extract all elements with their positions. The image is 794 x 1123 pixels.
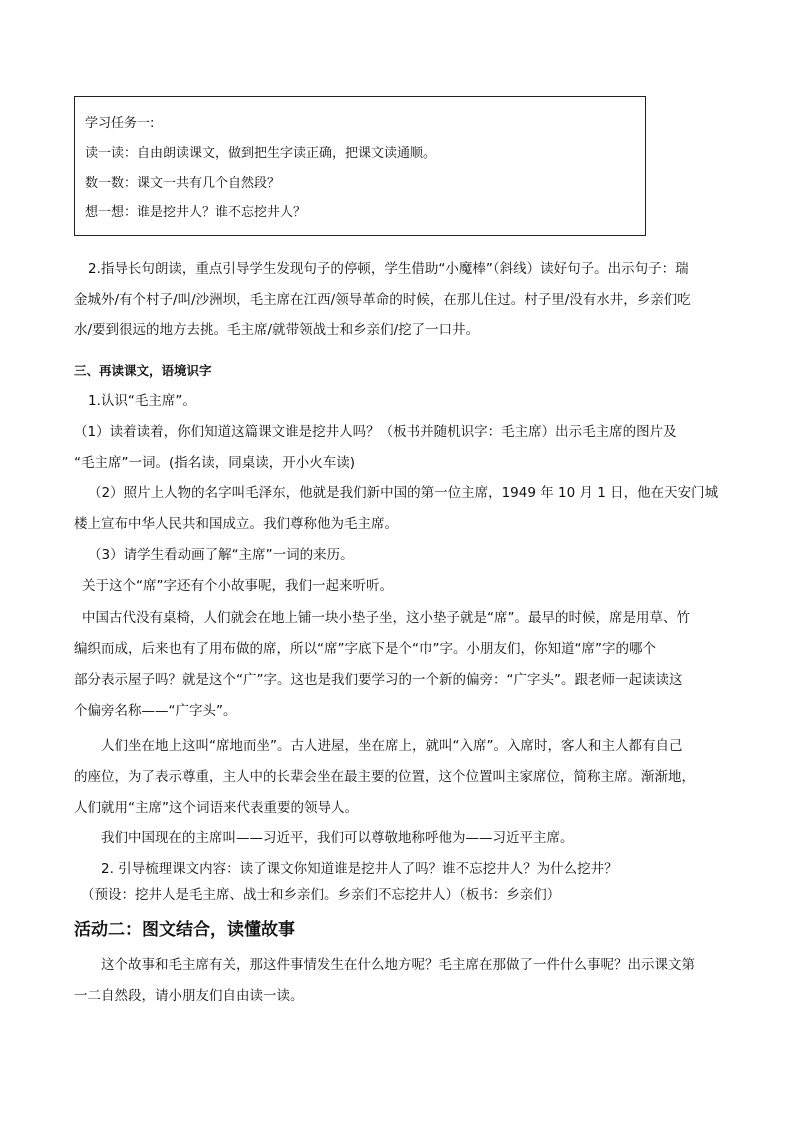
activity-heading: 活动二：图文结合，读懂故事	[74, 920, 295, 940]
paragraph-line: 1.认识“毛主席”。	[88, 393, 196, 409]
task-item-read: 读一读：自由朗读课文，做到把生字读正确，把课文读通顺。	[85, 146, 437, 161]
task-item-count: 数一数：课文一共有几个自然段？	[85, 176, 281, 191]
paragraph-line: 这个故事和毛主席有关，那这件事情发生在什么地方呢？毛主席在那做了一件什么事呢？出示课文第	[101, 957, 695, 973]
paragraph-line: 我们中国现在的主席叫——习近平，我们可以尊敬地称呼他为——习近平主席。	[101, 830, 574, 846]
paragraph-line: 关于这个“席”字还有个小故事呢，我们一起来听听。	[82, 578, 393, 594]
paragraph-line: 个偏旁名称——“广字头”。	[74, 703, 237, 719]
paragraph-line: 一二自然段，请小朋友们自由读一读。	[74, 988, 304, 1004]
paragraph-line: 人们就用“主席”这个词语来代表重要的领导人。	[74, 800, 358, 816]
paragraph-line: （预设：挖井人是毛主席、战士和乡亲们。乡亲们不忘挖井人）（板书：乡亲们）	[81, 887, 561, 903]
paragraph-line: （3）请学生看动画了解“主席”一词的来历。	[88, 547, 354, 563]
task-box-title: 学习任务一:	[85, 116, 155, 131]
paragraph-line: 楼上宣布中华人民共和国成立。我们尊称他为毛主席。	[74, 516, 398, 532]
paragraph-line: 2. 引导梳理课文内容：读了课文你知道谁是挖井人了吗？谁不忘挖井人？为什么挖井？	[101, 861, 618, 877]
paragraph-line: 人们坐在地上这叫“席地而坐”。古人进屋，坐在席上，就叫“入席”。入席时，客人和主人都有自己	[101, 738, 683, 754]
paragraph-line: （1）读着读着，你们知道这篇课文谁是挖井人吗？（板书并随机识字：毛主席）出示毛主席的图片及	[74, 424, 677, 440]
paragraph-line: 的座位，为了表示尊重，主人中的长辈会坐在最主要的位置，这个位置叫主家席位，简称主席。渐渐地，	[74, 769, 695, 785]
paragraph-line: 2.指导长句朗读，重点引导学生发现句子的停顿，学生借助“小魔棒”（斜线）读好句子。出示句子：瑞	[88, 261, 689, 277]
paragraph-line: 中国古代没有桌椅，人们就会在地上铺一块小垫子坐，这小垫子就是“席”。最早的时候，席是用草、竹	[82, 610, 690, 626]
paragraph-line: 水/要到很远的地方去挑。毛主席/就带领战士和乡亲们/挖了一口井。	[74, 322, 480, 338]
learning-task-box	[74, 96, 646, 236]
paragraph-line: 金城外/有个村子/叫/沙洲坝，毛主席在江西/领导革命的时候，在那儿住过。村子里/没有水井，乡亲们吃	[74, 292, 691, 308]
paragraph-line: （2）照片上人物的名字叫毛泽东，他就是我们新中国的第一位主席，1949 年 10 月 1 日，他在天安门城	[88, 485, 719, 501]
paragraph-line: 部分表示屋子吗？就是这个“广”字。这也是我们要学习的一个新的偏旁：“广字头”。跟老师一起读读这	[74, 672, 683, 688]
paragraph-line: “毛主席”一词。(指名读，同桌读，开小火车读)	[74, 455, 356, 471]
paragraph-line: 编织而成，后来也有了用布做的席，所以“席”字底下是个“巾”字。小朋友们，你知道“席”字的哪个	[74, 641, 656, 657]
section-heading: 三、再读课文，语境识字	[74, 363, 212, 378]
task-item-think: 想一想：谁是挖井人？谁不忘挖井人？	[85, 205, 307, 220]
